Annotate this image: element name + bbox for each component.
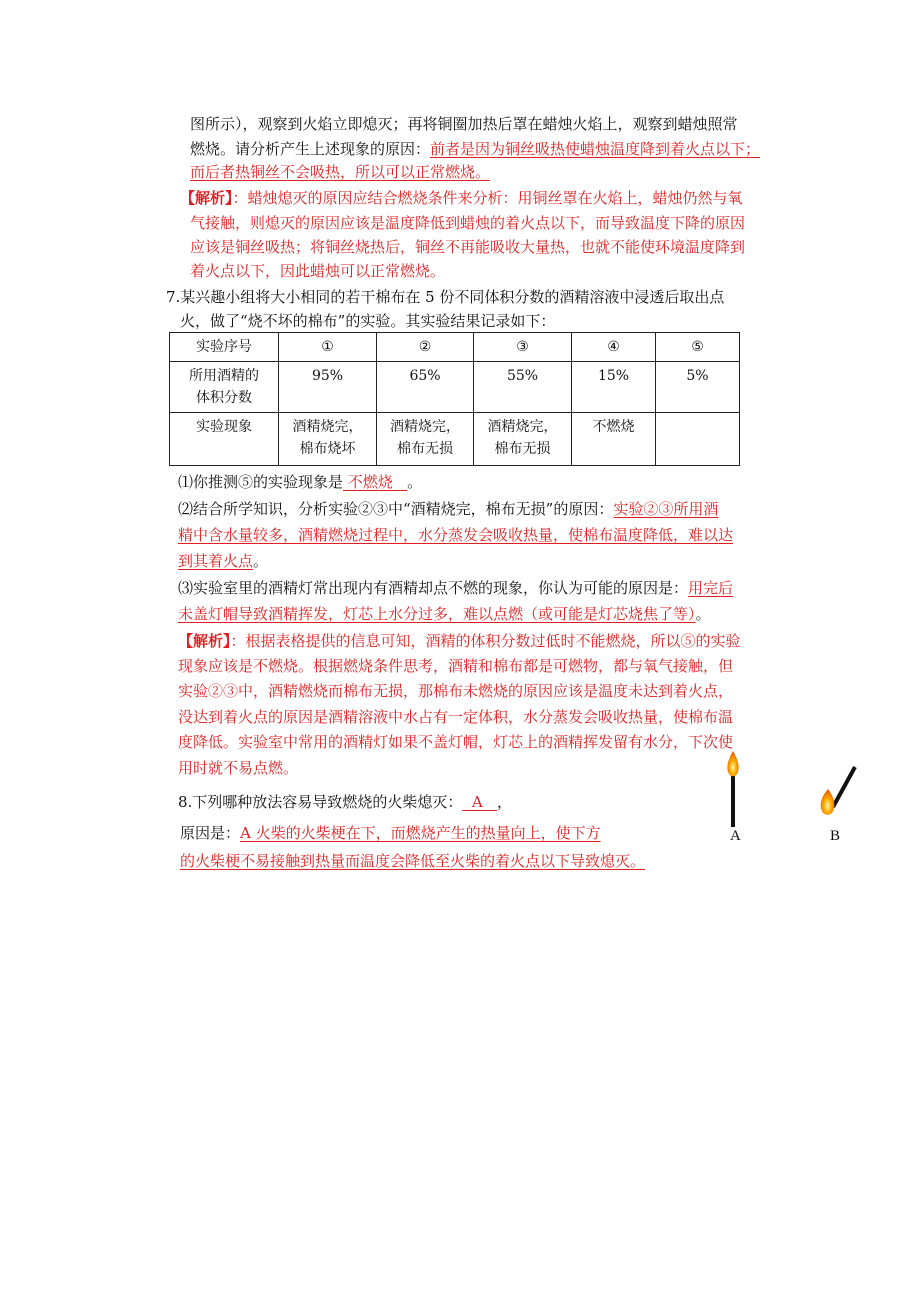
observation-cell-1 bbox=[279, 413, 377, 466]
header-cell-sequence: 实验序号 bbox=[170, 333, 279, 362]
q8-reason-text-2: 的火柴梗不易接触到热量而温度会降低至火柴的着火点以下导致熄灭。 bbox=[180, 852, 646, 870]
q7-part-2-line-1 bbox=[178, 498, 718, 520]
observation-cell-5 bbox=[656, 413, 740, 466]
q7-analysis-line-5: 度降低。实验室中常用的酒精灯如果不盖灯帽，灯芯上的酒精挥发留有水分，下次使 bbox=[178, 733, 734, 751]
table-row bbox=[170, 333, 740, 362]
fraction-cell-4: 15% bbox=[572, 362, 656, 413]
q7-part-2-answer-3: 到其着火点 bbox=[178, 552, 254, 570]
q6-analysis-line-2: 气接触，则熄灭的原因应该是温度降低到蜡烛的着火点以下，而导致温度下降的原因 bbox=[190, 214, 746, 232]
fraction-cell-5: 5% bbox=[656, 362, 740, 413]
observation-1-line-1: 酒精烧完， bbox=[292, 419, 363, 435]
q7-analysis-tag: 【解析】 bbox=[178, 632, 231, 650]
q7-part-3-answer-1: 用完后 bbox=[688, 579, 734, 597]
q7-part-1 bbox=[178, 471, 422, 493]
q8-question-text: 8.下列哪种放法容易导致燃烧的火柴熄灭： bbox=[178, 793, 463, 811]
q7-part-3-prefix: ⑶实验室里的酒精灯常出现内有酒精却点不燃的现象，你认为可能的原因是： bbox=[178, 579, 689, 597]
matches-illustration bbox=[715, 745, 865, 830]
q8-question bbox=[178, 791, 512, 813]
fraction-cell-3: 55% bbox=[474, 362, 572, 413]
q6-answer-part-2: 而后者热铜丝不会吸热，所以可以正常燃烧。 bbox=[190, 163, 491, 181]
q8-reason-prefix: 原因是： bbox=[180, 824, 241, 842]
q7-part-1-suffix: 。 bbox=[407, 473, 423, 491]
q6-analysis-line-3: 应该是铜丝吸热；将铜丝烧热后，铜丝不再能吸收大量热，也就不能使环境温度降到 bbox=[190, 238, 746, 256]
q8-answer bbox=[462, 793, 497, 811]
observation-cell-4 bbox=[572, 413, 656, 466]
experiment-table bbox=[169, 332, 740, 466]
q8-reason-line-1 bbox=[180, 822, 601, 844]
match-b-icon bbox=[821, 767, 855, 815]
q7-part-2-answer-1: 实验②③所用酒 bbox=[613, 500, 719, 518]
q7-part-3-line-1 bbox=[178, 577, 733, 599]
q7-analysis-line-2: 现象应该是不燃烧。根据燃烧条件思考，酒精和棉布都是可燃物，都与氧气接触，但 bbox=[178, 657, 734, 675]
q7-part-3-suffix: 。 bbox=[695, 605, 711, 623]
q6-analysis-line-1 bbox=[180, 187, 743, 209]
q6-analysis-tag: 【解析】 bbox=[180, 189, 233, 207]
q6-line-2 bbox=[190, 138, 760, 160]
match-a-icon bbox=[727, 751, 738, 827]
q6-answer-part-1: 前者是因为铜丝吸热使蜡烛温度降到着火点以下； bbox=[430, 140, 761, 158]
q8-question-suffix: ， bbox=[497, 793, 513, 811]
observation-cell-2 bbox=[377, 413, 474, 466]
q8-reason-text-1: A 火柴的火柴梗在下，而燃烧产生的热量向上，使下方 bbox=[240, 824, 601, 842]
header-cell-fraction bbox=[170, 362, 279, 413]
column-header-5: ⑤ bbox=[656, 333, 740, 362]
q7-analysis-line-3: 实验②③中，酒精燃烧而棉布无损，那棉布未燃烧的原因应该是温度未达到着火点， bbox=[178, 682, 734, 700]
observation-cell-3 bbox=[474, 413, 572, 466]
header-fraction-line-1: 所用酒精的 bbox=[189, 368, 259, 384]
q7-intro-line-2: 火，做了“烧不坏的棉布”的实验。其实验结果记录如下： bbox=[180, 312, 556, 330]
table-row bbox=[170, 362, 740, 413]
column-header-3: ③ bbox=[474, 333, 572, 362]
q7-part-3-answer-2: 未盖灯帽导致酒精挥发，灯芯上水分过多，难以点燃（或可能是灯芯烧焦了等） bbox=[178, 605, 696, 623]
header-cell-observation: 实验现象 bbox=[170, 413, 279, 466]
q7-analysis-line-1 bbox=[178, 630, 741, 652]
q7-part-2-prefix: ⑵结合所学知识，分析实验②③中“酒精烧完，棉布无损”的原因： bbox=[178, 500, 614, 518]
fraction-cell-1: 95% bbox=[279, 362, 377, 413]
q6-line-1: 图所示），观察到火焰立即熄灭；再将铜圈加热后罩在蜡烛火焰上，观察到蜡烛照常 bbox=[190, 115, 738, 133]
observation-3-line-2: 棉布无损 bbox=[494, 441, 551, 457]
column-header-2: ② bbox=[377, 333, 474, 362]
q7-analysis-line-4: 没达到着火点的原因是酒精溶液中水占有一定体积，水分蒸发会吸收热量，使棉布温 bbox=[178, 708, 734, 726]
observation-4-line-1: 不燃烧 bbox=[592, 419, 635, 435]
match-a-label: A bbox=[730, 828, 741, 844]
q7-part-1-answer-text: 不燃烧 bbox=[347, 473, 393, 491]
q7-analysis-line-6: 用时就不易点燃。 bbox=[178, 759, 299, 777]
q7-part-2-suffix: 。 bbox=[253, 552, 269, 570]
q7-analysis-text-1: ：根据表格提供的信息可知，酒精的体积分数过低时不能燃烧，所以⑤的实验 bbox=[230, 632, 741, 650]
fraction-cell-2: 65% bbox=[377, 362, 474, 413]
q7-intro-line-1: 7.某兴趣小组将大小相同的若干棉布在 5 份不同体积分数的酒精溶液中浸透后取出点 bbox=[166, 288, 725, 306]
q7-part-3-line-2 bbox=[178, 603, 711, 625]
q6-analysis-text-1: ：蜡烛熄灭的原因应结合燃烧条件来分析：用铜丝罩在火焰上，蜡烛仍然与氧 bbox=[232, 189, 743, 207]
q8-answer-text: A bbox=[471, 793, 483, 811]
observation-1-line-2: 棉布烧坏 bbox=[299, 441, 356, 457]
q7-part-2-line-3 bbox=[178, 550, 268, 572]
table-row bbox=[170, 413, 740, 466]
observation-2-line-1: 酒精烧完， bbox=[390, 419, 460, 435]
column-header-4: ④ bbox=[572, 333, 656, 362]
q7-part-1-answer bbox=[343, 473, 407, 491]
q7-part-2-answer-2: 精中含水量较多，酒精燃烧过程中，水分蒸发会吸收热量，使棉布温度降低，难以达 bbox=[178, 526, 734, 544]
q6-line-2-prefix: 燃烧。请分析产生上述现象的原因： bbox=[190, 140, 431, 158]
q7-part-1-prefix: ⑴你推测⑤的实验现象是 bbox=[178, 473, 344, 491]
match-b-label: B bbox=[830, 828, 841, 844]
observation-3-line-1: 酒精烧完， bbox=[487, 419, 558, 435]
observation-2-line-2: 棉布无损 bbox=[397, 441, 453, 457]
q6-analysis-line-4: 着火点以下，因此蜡烛可以正常燃烧。 bbox=[190, 262, 446, 280]
column-header-1: ① bbox=[279, 333, 377, 362]
header-fraction-line-2: 体积分数 bbox=[196, 390, 252, 406]
